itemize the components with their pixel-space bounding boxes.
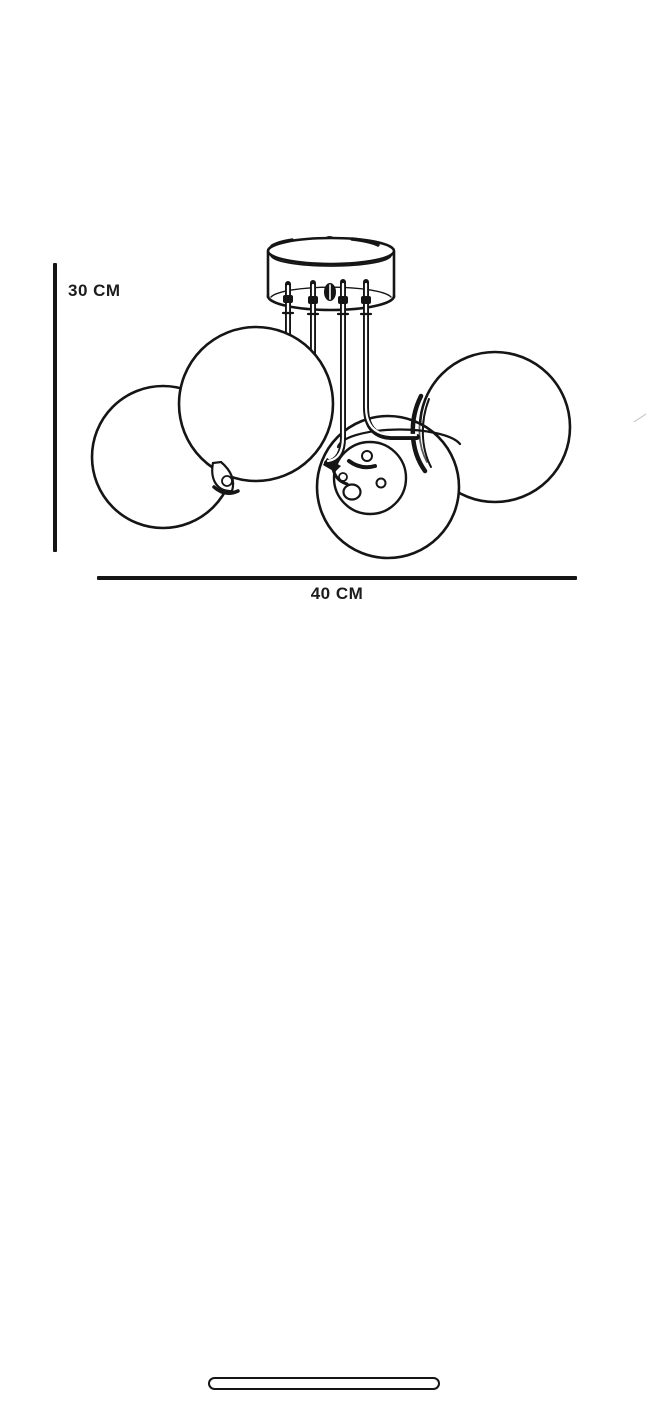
glass-globe-center xyxy=(179,327,333,481)
height-dimension-label: 30 CM xyxy=(68,281,121,300)
lamp-rod-right xyxy=(361,282,417,437)
width-dimension-label: 40 CM xyxy=(310,584,364,603)
canopy-screw xyxy=(324,283,336,301)
lamp-rod-left-center xyxy=(308,283,318,355)
footer-pill-outline xyxy=(208,1377,440,1390)
height-dimension-line xyxy=(53,263,57,552)
ceiling-lamp-illustration xyxy=(0,0,648,660)
width-dimension-line xyxy=(97,576,577,580)
